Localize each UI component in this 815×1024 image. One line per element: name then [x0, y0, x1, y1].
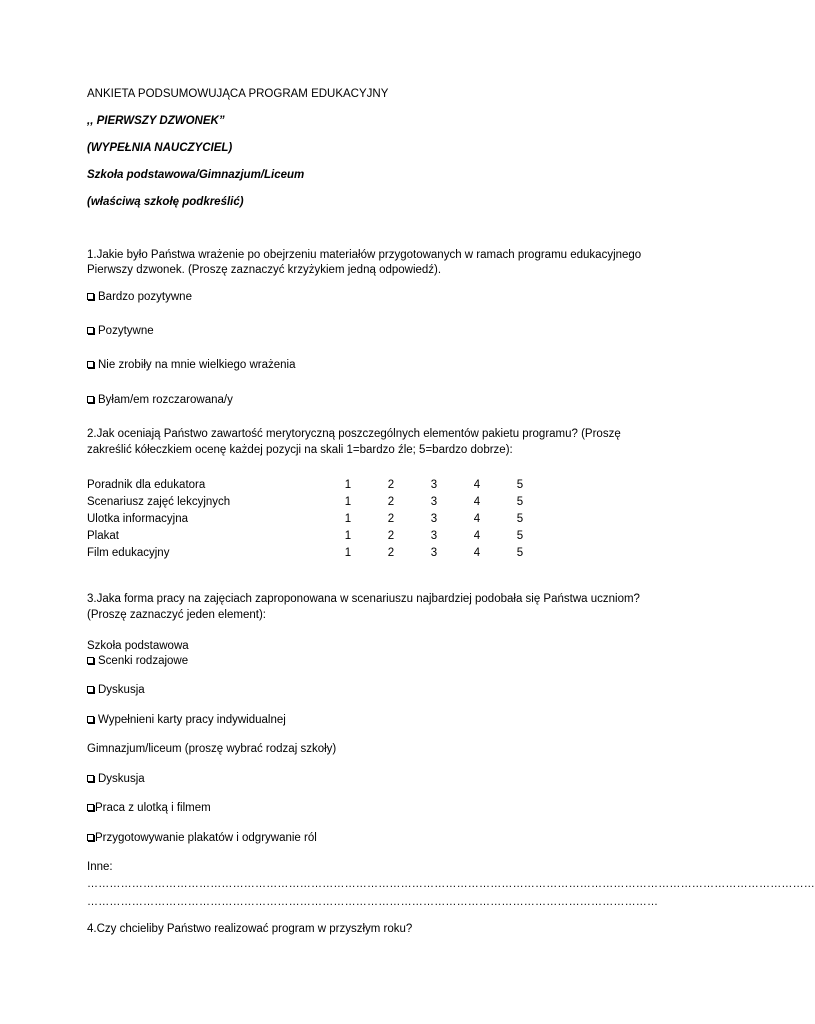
primary-school-label: Szkoła podstawowa	[87, 640, 189, 652]
checkbox-icon[interactable]	[87, 716, 94, 723]
rating-row	[87, 529, 547, 544]
q3-option-label: Scenki rodzajowe	[98, 655, 189, 667]
survey-title: ANKIETA PODSUMOWUJĄCA PROGRAM EDUKACYJNY	[87, 88, 389, 100]
checkbox-icon[interactable]	[87, 804, 94, 811]
q3-primary-option-1[interactable]	[87, 654, 188, 669]
checkbox-icon[interactable]	[87, 293, 94, 300]
q1-text-line2: Pierwszy dzwonek. (Proszę zaznaczyć krzyżykiem jedną odpowiedź).	[87, 264, 442, 276]
rating-option-4[interactable]: 4	[473, 513, 481, 525]
rating-option-1[interactable]: 1	[344, 479, 352, 491]
rating-option-2[interactable]: 2	[387, 530, 395, 542]
rating-option-5[interactable]: 5	[516, 547, 524, 559]
checkbox-icon[interactable]	[87, 686, 94, 693]
q2-text-line2: zakreślić kółeczkiem ocenę każdej pozycji na skali 1=bardzo źle; 5=bardzo dobrze):	[87, 444, 513, 456]
q3-primary-option-2[interactable]	[87, 683, 145, 698]
q1-option-label: Byłam/em rozczarowana/y	[98, 394, 233, 406]
rating-option-5[interactable]: 5	[516, 496, 524, 508]
checkbox-icon[interactable]	[87, 775, 94, 782]
other-answer-line-2[interactable]: ………………………………………………………………………………………………………………………………………	[87, 896, 659, 908]
q1-option-1[interactable]	[87, 290, 192, 305]
rating-option-1[interactable]: 1	[344, 530, 352, 542]
q3-secondary-option-1[interactable]	[87, 772, 145, 787]
rating-option-1[interactable]: 1	[344, 547, 352, 559]
checkbox-icon[interactable]	[87, 834, 94, 841]
secondary-school-label: Gimnazjum/liceum (proszę wybrać rodzaj szkoły)	[87, 743, 337, 755]
rating-option-3[interactable]: 3	[430, 496, 438, 508]
rating-option-2[interactable]: 2	[387, 513, 395, 525]
rating-row	[87, 512, 547, 527]
q1-option-label: Bardzo pozytywne	[98, 291, 192, 303]
q1-option-2[interactable]	[87, 324, 154, 339]
q3-secondary-option-3[interactable]	[87, 831, 317, 846]
q3-secondary-option-2[interactable]	[87, 801, 211, 816]
rating-option-2[interactable]: 2	[387, 547, 395, 559]
other-label: Inne:	[87, 861, 113, 873]
q1-option-3[interactable]	[87, 358, 296, 373]
rating-option-5[interactable]: 5	[516, 530, 524, 542]
rating-item-label: Plakat	[87, 530, 119, 542]
q1-option-label: Nie zrobiły na mnie wielkiego wrażenia	[98, 359, 296, 371]
checkbox-icon[interactable]	[87, 396, 94, 403]
rating-option-5[interactable]: 5	[516, 513, 524, 525]
school-types: Szkoła podstawowa/Gimnazjum/Liceum	[87, 169, 305, 181]
rating-option-4[interactable]: 4	[473, 496, 481, 508]
rating-option-2[interactable]: 2	[387, 479, 395, 491]
rating-option-4[interactable]: 4	[473, 479, 481, 491]
q1-text-line1: 1.Jakie było Państwa wrażenie po obejrzeniu materiałów przygotowanych w ramach programu edukacyjnego	[87, 249, 642, 261]
rating-option-3[interactable]: 3	[430, 547, 438, 559]
rating-option-3[interactable]: 3	[430, 479, 438, 491]
rating-option-2[interactable]: 2	[387, 496, 395, 508]
q3-option-label: Wypełnieni karty pracy indywidualnej	[98, 714, 286, 726]
rating-item-label: Ulotka informacyjna	[87, 513, 188, 525]
rating-option-5[interactable]: 5	[516, 479, 524, 491]
rating-row	[87, 478, 547, 493]
rating-option-1[interactable]: 1	[344, 496, 352, 508]
q3-text-line1: 3.Jaka forma pracy na zajęciach zaproponowana w scenariuszu najbardziej podobała się Państwa uczniom?	[87, 593, 640, 605]
rating-option-3[interactable]: 3	[430, 513, 438, 525]
q4-text-line1: 4.Czy chcieliby Państwo realizować program w przyszłym roku?	[87, 923, 413, 935]
checkbox-icon[interactable]	[87, 361, 94, 368]
rating-row	[87, 546, 547, 561]
q3-primary-option-3[interactable]	[87, 713, 286, 728]
q1-option-label: Pozytywne	[98, 325, 154, 337]
rating-item-label: Scenariusz zajęć lekcyjnych	[87, 496, 231, 508]
underline-note: (właściwą szkołę podkreślić)	[87, 196, 244, 208]
q1-option-4[interactable]	[87, 393, 233, 408]
checkbox-icon[interactable]	[87, 327, 94, 334]
other-answer-line-1[interactable]: ……………………………………………………………………………………………………………………………………………………………………………	[87, 878, 815, 890]
q3-option-label: Przygotowywanie plakatów i odgrywanie ról	[95, 832, 317, 844]
q2-text-line1: 2.Jak oceniają Państwo zawartość merytoryczną poszczególnych elementów pakietu programu? (Proszę	[87, 428, 621, 440]
rating-option-1[interactable]: 1	[344, 513, 352, 525]
rating-item-label: Poradnik dla edukatora	[87, 479, 206, 491]
rating-row	[87, 495, 547, 510]
q3-option-label: Dyskusja	[98, 684, 145, 696]
rating-option-4[interactable]: 4	[473, 530, 481, 542]
program-name: ,, PIERWSZY DZWONEK”	[87, 115, 225, 127]
fill-note: (WYPEŁNIA NAUCZYCIEL)	[87, 142, 233, 154]
rating-option-4[interactable]: 4	[473, 547, 481, 559]
q3-text-line2: (Proszę zaznaczyć jeden element):	[87, 609, 266, 621]
rating-option-3[interactable]: 3	[430, 530, 438, 542]
q3-option-label: Dyskusja	[98, 773, 145, 785]
rating-item-label: Film edukacyjny	[87, 547, 170, 559]
checkbox-icon[interactable]	[87, 657, 94, 664]
q3-option-label: Praca z ulotką i filmem	[95, 802, 211, 814]
